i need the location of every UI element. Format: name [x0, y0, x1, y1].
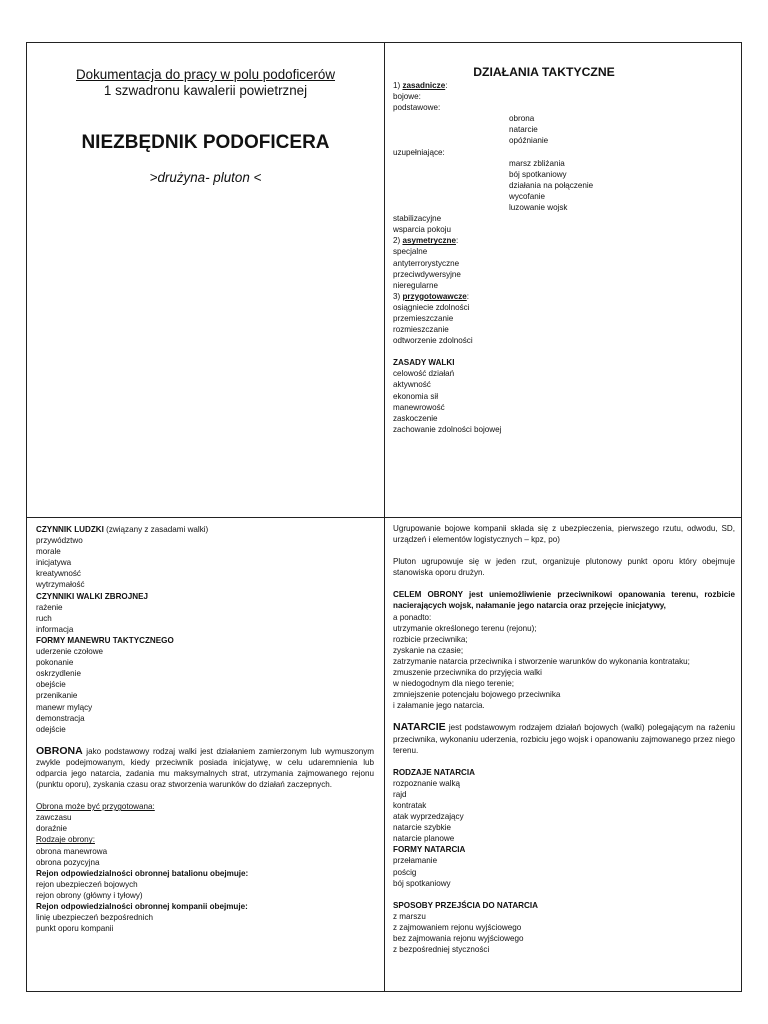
list-item: obrona — [509, 114, 535, 124]
list-item: uderzenie czołowe — [36, 647, 104, 657]
section-3-heading: 3) przygotowawcze: — [393, 291, 470, 301]
list-item: wsparcia pokoju — [393, 225, 452, 235]
cover-subtitle: >drużyna- pluton < — [149, 170, 262, 185]
uzupelniajace-label: uzupełniające: — [393, 147, 445, 157]
list-item: działania na połączenie — [509, 180, 594, 190]
list-item: aktywność — [393, 380, 431, 390]
list-item: bój spotkaniowy — [509, 169, 567, 179]
list-item: rozmieszczanie — [393, 325, 449, 335]
list-item: pościg — [393, 867, 417, 877]
rodzaje-natarcia-heading: RODZAJE NATARCIA — [393, 767, 475, 777]
page-frame — [26, 42, 742, 992]
list-item: zawczasu — [36, 813, 72, 823]
list-item: natarcie szybkie — [393, 823, 452, 833]
list-item: z bezpośredniej styczności — [393, 945, 490, 955]
list-item: bez zajmowania rejonu wyjściowego — [393, 934, 524, 943]
formy-manewru-heading: FORMY MANEWRU TAKTYCZNEGO — [36, 635, 174, 645]
list-item: utrzymanie określonego terenu (rejonu); — [393, 623, 537, 633]
rodzaje-obrony-label: Rodzaje obrony: — [36, 835, 95, 845]
list-item: stabilizacyjne — [393, 214, 442, 224]
list-item: odejście — [36, 724, 66, 734]
factors-panel — [27, 518, 384, 992]
list-item: natarcie planowe — [393, 834, 455, 844]
list-item: rozpoznanie walką — [393, 778, 461, 788]
list-item: atak wyprzedzający — [393, 812, 464, 822]
list-item: manewr mylący — [36, 702, 93, 712]
list-item: kreatywność — [36, 569, 81, 579]
formy-natarcia-heading: FORMY NATARCIA — [393, 845, 466, 855]
list-item: wycofanie — [509, 191, 545, 201]
bojowe-label: bojowe: — [393, 92, 421, 102]
list-item: osiągniecie zdolności — [393, 302, 470, 312]
podstawowe-label: podstawowe: — [393, 103, 441, 113]
list-item: antyterrorystyczne — [393, 258, 460, 268]
list-item: linię ubezpieczeń bezpośrednich — [36, 913, 153, 923]
section-1-heading: 1) zasadnicze: — [393, 81, 448, 90]
czynniki-walki-heading: CZYNNIKI WALKI ZBROJNEJ — [36, 591, 148, 601]
list-item: natarcie — [509, 125, 538, 135]
sposoby-heading: SPOSOBY PRZEJŚCIA DO NATARCIA — [393, 900, 538, 910]
list-item: i załamanie jego natarcia. — [393, 701, 485, 711]
list-item: rajd — [393, 789, 407, 799]
list-item: punkt oporu kompanii — [36, 924, 114, 934]
list-item: przenikanie — [36, 691, 78, 701]
obrona-paragraph: OBRONA jako podstawowy rodzaj walki jest działaniem zamierzonym lub wymuszonym zwykle podejmowanym, kiedy przeciwnik posiada inicjatywę, w celu udaremnienia lub odparcia jego natarcia, zadania mu maksymalnych strat, utrzymania zajmowanego rejonu (punktu oporu), zyskania czasu oraz stworzenia warunków do działań zaczepnych. — [36, 744, 374, 790]
list-item: bój spotkaniowy — [393, 878, 451, 888]
list-item: celowość działań — [393, 369, 455, 379]
list-item: rozbicie przeciwnika; — [393, 634, 468, 644]
list-item: inicjatywa — [36, 558, 72, 568]
list-item: morale — [36, 547, 61, 557]
list-item: kontratak — [393, 800, 427, 810]
cover-title: NIEZBĘDNIK PODOFICERA — [81, 132, 330, 153]
list-item: oskrzydlenie — [36, 669, 81, 679]
ugrupowanie-paragraph: Ugrupowanie bojowe kompanii składa się z ubezpieczenia, pierwszego rzutu, odwodu, SD, urządzeń i elementów logistycznych – kpz, po) — [393, 524, 735, 545]
czynnik-ludzki-heading: CZYNNIK LUDZKI (związany z zasadami walki) — [36, 525, 209, 534]
list-item: rażenie — [36, 602, 63, 612]
batalion-heading: Rejon odpowiedzialności obronnej batalionu obejmuje: — [36, 868, 249, 878]
cover-line-2: 1 szwadronu kawalerii powietrznej — [103, 83, 308, 98]
zasady-heading: ZASADY WALKI — [393, 358, 455, 368]
list-item: z zajmowaniem rejonu wyjściowego — [393, 922, 522, 932]
list-item: zaskoczenie — [393, 413, 438, 423]
natarcie-paragraph: NATARCIE jest podstawowym rodzajem działań bojowych (walki) polegającym na rażeniu przeciwnika, wykonaniu uderzenia, rozbiciu jego wojsk i opanowaniu zajmowanego przez niego terenu. — [393, 721, 735, 755]
list-item: przemieszczanie — [393, 313, 454, 323]
section-2-heading: 2) asymetryczne: — [393, 236, 459, 246]
pluton-paragraph: Pluton ugrupowuje się w jeden rzut, organizuje plutonowy punkt oporu który obejmuje stanowiska oporu drużyn. — [393, 557, 735, 578]
kompania-heading: Rejon odpowiedzialności obronnej kompanii obejmuje: — [36, 902, 248, 911]
list-item: rejon ubezpieczeń bojowych — [36, 879, 138, 889]
list-item: manewrowość — [393, 402, 445, 412]
tactics-heading: DZIAŁANIA TAKTYCZNE — [473, 65, 615, 79]
list-item: nieregularne — [393, 280, 438, 290]
tactics-panel — [385, 43, 743, 517]
list-item: zyskanie na czasie; — [393, 645, 464, 655]
list-item: wytrzymałość — [36, 580, 85, 590]
list-item: luzowanie wojsk — [509, 203, 568, 213]
list-item: ruch — [36, 613, 52, 623]
list-item: obejście — [36, 680, 66, 690]
list-item: informacja — [36, 624, 74, 634]
list-item: zatrzymanie natarcia przeciwnika i stworzenie warunków do wykonania kontrataku; — [393, 656, 690, 666]
list-item: zmniejszenie potencjału bojowego przeciwnika — [393, 690, 561, 700]
list-item: obrona pozycyjna — [36, 857, 100, 867]
list-item: demonstracja — [36, 713, 85, 723]
list-item: przeciwdywersyjne — [393, 269, 461, 279]
list-item: przywództwo — [36, 536, 83, 546]
list-item: specjalne — [393, 247, 428, 257]
list-item: a ponadto: — [393, 612, 432, 622]
list-item: ekonomia sił — [393, 391, 438, 401]
cover-panel — [27, 43, 384, 517]
list-item: zachowanie zdolności bojowej — [393, 424, 502, 434]
list-item: odtworzenie zdolności — [393, 336, 473, 346]
list-item: opóźnianie — [509, 136, 549, 146]
przygotowana-label: Obrona może być przygotowana: — [36, 802, 155, 812]
list-item: z marszu — [393, 911, 426, 921]
cover-line-1: Dokumentacja do pracy w polu podoficerów — [75, 67, 336, 82]
list-item: w niedogodnym dla niego terenie; — [393, 679, 515, 689]
list-item: zmuszenie przeciwnika do przyjęcia walki — [393, 668, 542, 678]
offense-panel — [385, 518, 743, 992]
celem-obrony-paragraph: CELEM OBRONY jest uniemożliwienie przeciwnikowi opanowania terenu, rozbicie nacierających wojsk, nałamanie jego natarcia oraz przejęcie inicjatywy, — [393, 590, 735, 611]
list-item: obrona manewrowa — [36, 846, 108, 856]
list-item: pokonanie — [36, 658, 74, 668]
list-item: doraźnie — [36, 824, 68, 834]
list-item: przełamanie — [393, 856, 438, 866]
list-item: rejon obrony (główny i tyłowy) — [36, 890, 143, 900]
list-item: marsz zbliżania — [509, 158, 565, 168]
